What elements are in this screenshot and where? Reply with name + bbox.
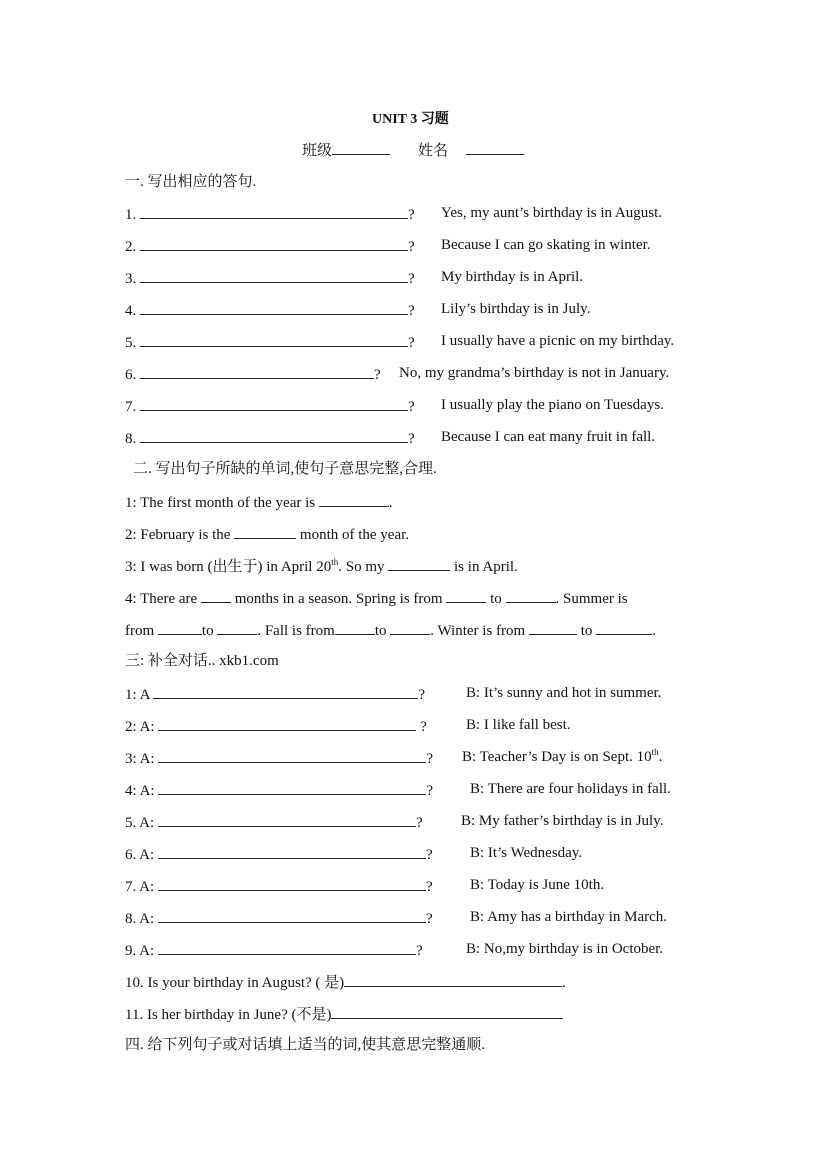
text: to	[201, 623, 218, 639]
text: 3: I was born (出生于) in April 20	[125, 559, 332, 575]
s3-q11	[125, 1003, 563, 1025]
question-mark: ?	[418, 687, 426, 703]
text: to	[486, 591, 506, 607]
fill-blank[interactable]	[446, 587, 486, 603]
s1-q7	[125, 395, 415, 417]
fill-blank[interactable]	[390, 619, 430, 635]
text: months in a season. Spring is from	[230, 591, 447, 607]
section3-heading: 三: 补全对话.. xkb1.com	[125, 653, 279, 669]
s3-a7: B: Today is June 10th.	[470, 877, 605, 893]
section4-heading: 四. 给下列句子或对话填上适当的词,使其意思完整通顺.	[125, 1037, 486, 1053]
s3-q3	[125, 747, 433, 769]
s3-a8: B: Amy has a birthday in March.	[470, 909, 668, 925]
s3-a6: B: It’s Wednesday.	[470, 845, 583, 861]
s1-a4: Lily’s birthday is in July.	[441, 301, 591, 317]
dialog-blank[interactable]	[158, 811, 416, 827]
s1-q6	[125, 363, 381, 385]
s3-a4: B: There are four holidays in fall.	[470, 781, 671, 797]
s1-a2: Because I can go skating in winter.	[441, 237, 651, 253]
dialog-blank[interactable]	[158, 939, 416, 955]
answer-blank[interactable]	[140, 363, 374, 379]
text: is in April.	[450, 559, 518, 575]
name-label: 姓名	[418, 143, 449, 159]
answer-blank[interactable]	[140, 203, 408, 219]
s3-a5: B: My father’s birthday is in July.	[461, 813, 664, 829]
s2-sentence-3	[125, 555, 518, 577]
s3-a1: B: It’s sunny and hot in summer.	[466, 685, 662, 701]
dialog-blank[interactable]	[158, 875, 426, 891]
item-number: 7.	[125, 399, 137, 415]
question-mark: ?	[408, 335, 415, 351]
s1-q2	[125, 235, 415, 257]
s1-a7: I usually play the piano on Tuesdays.	[441, 397, 664, 413]
item-number: 3: A:	[125, 751, 159, 767]
s3-q10	[125, 971, 566, 993]
answer-tail: .	[658, 749, 663, 765]
fill-blank[interactable]	[217, 619, 257, 635]
s2-sentence-5	[125, 619, 656, 641]
answer-blank[interactable]	[140, 395, 408, 411]
s1-a6: No, my grandma’s birthday is not in January.	[399, 365, 670, 381]
question-mark: ?	[408, 399, 415, 415]
text: to	[576, 623, 597, 639]
question-mark: ?	[426, 751, 434, 767]
text: . Fall is from	[257, 623, 335, 639]
name-blank[interactable]	[466, 139, 524, 155]
question-mark: ?	[408, 271, 415, 287]
dialog-blank[interactable]	[158, 779, 426, 795]
fill-blank[interactable]	[234, 523, 296, 539]
question-mark: ?	[408, 207, 415, 223]
item-number: 6.	[125, 367, 137, 383]
answer-blank[interactable]	[331, 1003, 563, 1019]
s1-q5	[125, 331, 415, 353]
dialog-blank[interactable]	[158, 907, 426, 923]
s2-sentence-2	[125, 523, 409, 545]
question-text: 11. Is her birthday in June? (不是)	[125, 1007, 332, 1023]
question-mark: ?	[425, 879, 433, 895]
s1-q4	[125, 299, 415, 321]
question-mark: ?	[420, 719, 427, 735]
dialog-blank[interactable]	[158, 843, 426, 859]
section1-heading: 一. 写出相应的答句.	[125, 174, 257, 190]
s1-q1	[125, 203, 415, 225]
item-number: 6. A:	[125, 847, 158, 863]
s3-a3	[462, 747, 662, 767]
item-number: 8. A:	[125, 911, 158, 927]
dialog-blank[interactable]	[153, 683, 418, 699]
answer-text: B: Teacher’s Day is on Sept. 10	[462, 749, 652, 765]
s2-sentence-1	[125, 491, 393, 513]
s3-a9: B: No,my birthday is in October.	[466, 941, 664, 957]
item-number: 5.	[125, 335, 137, 351]
item-number: 2: A:	[125, 719, 159, 735]
fill-blank[interactable]	[201, 587, 231, 603]
page-title: UNIT 3 习题	[372, 112, 449, 127]
superscript: th	[651, 747, 659, 757]
item-number: 8.	[125, 431, 137, 447]
question-mark: ?	[408, 239, 415, 255]
text: . Summer is	[555, 591, 628, 607]
item-number: 3.	[125, 271, 137, 287]
question-mark: ?	[408, 431, 415, 447]
s2-sentence-4	[125, 587, 628, 609]
text: 2: February is the	[125, 527, 235, 543]
s3-q4	[125, 779, 433, 801]
fill-blank[interactable]	[388, 555, 450, 571]
text: . Winter is from	[430, 623, 529, 639]
s3-q2	[125, 715, 427, 737]
fill-blank[interactable]	[506, 587, 556, 603]
item-number: 9. A:	[125, 943, 158, 959]
s1-a1: Yes, my aunt’s birthday is in August.	[441, 205, 662, 221]
item-number: 5. A:	[125, 815, 158, 831]
question-mark: ?	[425, 911, 433, 927]
s1-a5: I usually have a picnic on my birthday.	[441, 333, 675, 349]
text: 4: There are	[125, 591, 201, 607]
superscript: th	[331, 557, 339, 567]
s3-q7	[125, 875, 433, 897]
fill-blank[interactable]	[335, 619, 375, 635]
dialog-blank[interactable]	[158, 747, 426, 763]
class-label: 班级	[302, 143, 333, 159]
s1-a3: My birthday is in April.	[441, 269, 584, 285]
item-number: 4: A:	[125, 783, 159, 799]
section2-heading: 二. 写出句子所缺的单词,使句子意思完整,合理.	[133, 461, 437, 477]
s1-q8	[125, 427, 415, 449]
item-number: 1: A	[125, 687, 154, 703]
class-blank[interactable]	[332, 139, 390, 155]
fill-blank[interactable]	[529, 619, 577, 635]
s3-q6	[125, 843, 433, 865]
question-mark: ?	[415, 815, 423, 831]
item-number: 1.	[125, 207, 137, 223]
item-number: 7. A:	[125, 879, 158, 895]
item-number: 4.	[125, 303, 137, 319]
answer-blank[interactable]	[140, 427, 408, 443]
question-mark: ?	[374, 367, 381, 383]
answer-blank[interactable]	[140, 299, 408, 315]
name-field	[418, 139, 524, 161]
question-text: 10. Is your birthday in August? ( 是)	[125, 975, 345, 991]
text: from	[125, 623, 158, 639]
s1-a8: Because I can eat many fruit in fall.	[441, 429, 656, 445]
s3-q5	[125, 811, 423, 833]
answer-blank[interactable]	[140, 235, 408, 251]
text: .	[388, 495, 393, 511]
period: .	[562, 975, 566, 991]
text: .	[652, 623, 656, 639]
answer-blank[interactable]	[344, 971, 562, 987]
fill-blank[interactable]	[319, 491, 389, 507]
answer-blank[interactable]	[140, 267, 408, 283]
question-mark: ?	[408, 303, 415, 319]
question-mark: ?	[425, 847, 433, 863]
question-mark: ?	[415, 943, 423, 959]
text: 1: The first month of the year is	[125, 495, 319, 511]
class-field	[302, 139, 390, 161]
answer-blank[interactable]	[140, 331, 408, 347]
text: month of the year.	[296, 527, 410, 543]
s3-q8	[125, 907, 433, 929]
fill-blank[interactable]	[158, 619, 202, 635]
s3-q9	[125, 939, 423, 961]
s3-q1	[125, 683, 425, 705]
fill-blank[interactable]	[596, 619, 652, 635]
item-number: 2.	[125, 239, 137, 255]
s1-q3	[125, 267, 415, 289]
text: to	[374, 623, 391, 639]
text: . So my	[338, 559, 389, 575]
question-mark: ?	[426, 783, 434, 799]
s3-a2: B: I like fall best.	[466, 717, 571, 733]
dialog-blank[interactable]	[158, 715, 416, 731]
